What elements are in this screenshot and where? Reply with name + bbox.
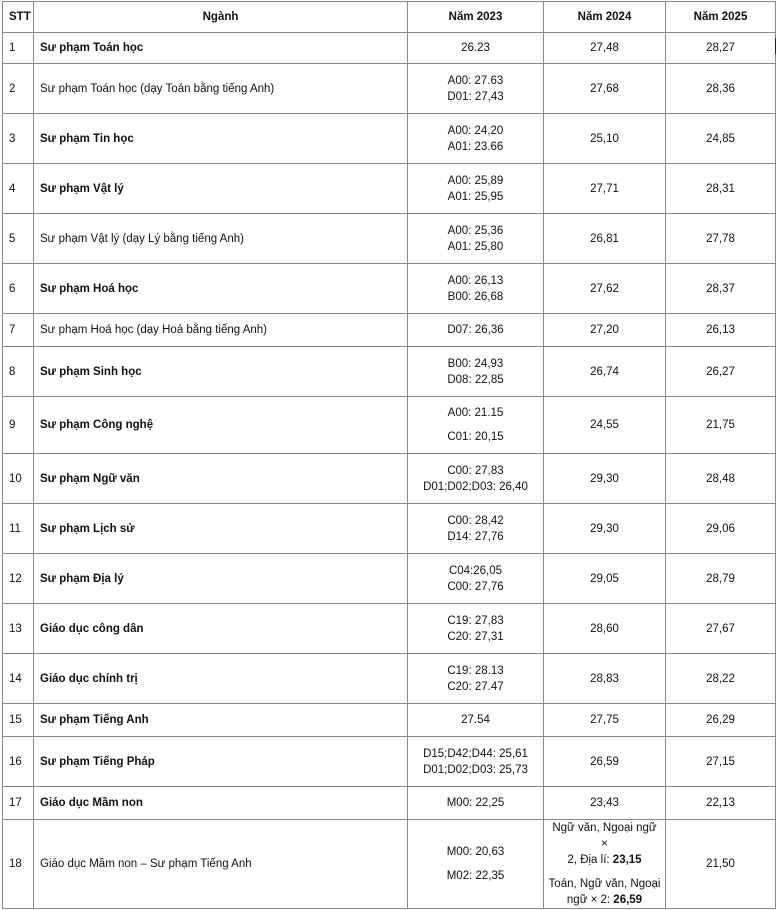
- row-2025: 28,27: [666, 33, 776, 64]
- row-stt: 6: [3, 264, 34, 314]
- note-line: [544, 892, 665, 908]
- note-line: [544, 852, 665, 868]
- score-2023-line: A00: 27.63: [447, 74, 504, 87]
- score-2023-line: C01: 20,15: [447, 431, 504, 443]
- score-2023-line: A00: 25,89: [447, 174, 504, 187]
- row-2025: 27,15: [666, 737, 776, 787]
- row-2024: 27,20: [544, 314, 666, 347]
- row-2024: 27,68: [544, 64, 666, 114]
- table-row: [3, 64, 776, 114]
- note-label: ngữ × 2:: [566, 894, 614, 906]
- header-2023: Năm 2023: [408, 2, 544, 33]
- row-2023: [408, 314, 544, 347]
- row-2025: 24,85: [666, 114, 776, 164]
- row-2023: [408, 114, 544, 164]
- row-2023: [408, 33, 544, 64]
- row-2023: [408, 454, 544, 504]
- header-stt: STT: [3, 2, 34, 33]
- row-stt: 1: [3, 33, 34, 64]
- row-major: Sư phạm Toán học (dạy Toán bằng tiếng Anh): [34, 64, 408, 114]
- row-2023: [408, 347, 544, 397]
- row-major: Sư phạm Lịch sử: [34, 504, 408, 554]
- row-stt: 7: [3, 314, 34, 347]
- row-stt: 3: [3, 114, 34, 164]
- score-2023-line: C19: 28.13: [447, 664, 504, 677]
- score-2023-line: M00: 22,25: [446, 797, 505, 809]
- row-2023: [408, 787, 544, 820]
- row-major: Sư phạm Tiếng Pháp: [34, 737, 408, 787]
- score-2023-line: D01;D02;D03: 25,73: [423, 763, 528, 776]
- row-major: Sư phạm Toán học: [34, 33, 408, 64]
- row-major: Sư phạm Tin học: [34, 114, 408, 164]
- row-stt: 18: [3, 820, 34, 909]
- score-2023-line: D14: 27,76: [447, 530, 504, 543]
- note-value: 23,15: [612, 854, 642, 866]
- row-major: Sư phạm Tiếng Anh: [34, 704, 408, 737]
- row-major: Sư phạm Vật lý (dạy Lý bằng tiếng Anh): [34, 214, 408, 264]
- row-major: Sư phạm Địa lý: [34, 554, 408, 604]
- row-2025: 27,78: [666, 214, 776, 264]
- score-2023-line: C20: 27,31: [447, 630, 504, 643]
- row-major: Giáo dục công dân: [34, 604, 408, 654]
- score-2023-line: A00: 26,13: [447, 274, 504, 287]
- row-major: Giáo dục Mầm non – Sư phạm Tiếng Anh: [34, 820, 408, 909]
- table-row: [3, 114, 776, 164]
- row-2025: 29,06: [666, 504, 776, 554]
- row-2025: 21,50: [666, 820, 776, 909]
- admission-scores-table: [2, 1, 776, 909]
- score-2023-line: 27.54: [461, 714, 490, 726]
- header-major: Ngành: [34, 2, 408, 33]
- score-2023-line: 26.23: [461, 42, 490, 54]
- row-2024: 28,83: [544, 654, 666, 704]
- table-row: [3, 504, 776, 554]
- score-2023-line: D15;D42;D44: 25,61: [423, 747, 528, 760]
- row-stt: 10: [3, 454, 34, 504]
- row-2025: 26,29: [666, 704, 776, 737]
- row-stt: 12: [3, 554, 34, 604]
- row-2023: [408, 737, 544, 787]
- row-2024: 28,60: [544, 604, 666, 654]
- row-2024: 29,05: [544, 554, 666, 604]
- row-stt: 9: [3, 397, 34, 454]
- note-label: 2, Địa lí:: [567, 854, 613, 866]
- row-2024: [544, 820, 666, 909]
- header-2025: Năm 2025: [666, 2, 776, 33]
- table-row: [3, 787, 776, 820]
- row-stt: 5: [3, 214, 34, 264]
- row-major: Giáo dục chính trị: [34, 654, 408, 704]
- row-stt: 13: [3, 604, 34, 654]
- table-row: [3, 214, 776, 264]
- edge-marker: [775, 38, 776, 54]
- header-row: [3, 2, 776, 33]
- table-row: [3, 264, 776, 314]
- row-2024: 23,43: [544, 787, 666, 820]
- score-2023-line: A00: 25,36: [447, 224, 504, 237]
- table-row: [3, 704, 776, 737]
- table-row: [3, 604, 776, 654]
- score-2023-line: M00: 20,63: [446, 846, 505, 858]
- row-stt: 2: [3, 64, 34, 114]
- score-2023-line: D08: 22,85: [447, 373, 504, 386]
- score-2023-line: B00: 24,93: [447, 357, 504, 370]
- row-2023: [408, 654, 544, 704]
- row-2025: 22,13: [666, 787, 776, 820]
- row-major: Sư phạm Hoá học (dạy Hoá bằng tiếng Anh): [34, 314, 408, 347]
- row-2025: 21,75: [666, 397, 776, 454]
- note-value: 26,59: [613, 894, 643, 906]
- row-2023: [408, 820, 544, 909]
- row-2024: 26,74: [544, 347, 666, 397]
- row-stt: 8: [3, 347, 34, 397]
- score-2023-line: C20: 27.47: [447, 680, 504, 693]
- row-2023: [408, 554, 544, 604]
- row-2024: 24,55: [544, 397, 666, 454]
- row-2023: [408, 504, 544, 554]
- score-2023-line: C00: 28,42: [447, 514, 504, 527]
- row-2023: [408, 214, 544, 264]
- row-2023: [408, 397, 544, 454]
- score-2023-line: C04:26,05: [448, 564, 503, 577]
- row-2025: 28,37: [666, 264, 776, 314]
- row-2025: 28,36: [666, 64, 776, 114]
- table-row: [3, 654, 776, 704]
- score-2023-line: M02: 22,35: [446, 870, 505, 882]
- table-row: [3, 314, 776, 347]
- row-2023: [408, 704, 544, 737]
- score-2023-line: C00: 27,83: [447, 464, 504, 477]
- row-2024: 27,48: [544, 33, 666, 64]
- row-2024: 27,71: [544, 164, 666, 214]
- score-2023-line: A00: 24,20: [447, 124, 504, 137]
- row-2024: 26,59: [544, 737, 666, 787]
- table-row: [3, 454, 776, 504]
- row-2024: 29,30: [544, 454, 666, 504]
- row-2023: [408, 264, 544, 314]
- score-2023-line: B00: 26,68: [447, 290, 504, 303]
- score-2023-line: A01: 25,95: [447, 190, 504, 203]
- row-2025: 28,79: [666, 554, 776, 604]
- note-line: Ngữ văn, Ngoại ngữ ×: [552, 822, 657, 850]
- score-2023-line: D01;D02;D03: 26,40: [423, 480, 528, 493]
- row-2024: 25,10: [544, 114, 666, 164]
- row-2025: 27,67: [666, 604, 776, 654]
- row-major: Sư phạm Hoá học: [34, 264, 408, 314]
- row-2023: [408, 164, 544, 214]
- row-2025: 28,22: [666, 654, 776, 704]
- row-stt: 4: [3, 164, 34, 214]
- row-2024: 27,75: [544, 704, 666, 737]
- row-2024: 29,30: [544, 504, 666, 554]
- table-row: [3, 397, 776, 454]
- row-major: Sư phạm Sinh học: [34, 347, 408, 397]
- row-2023: [408, 604, 544, 654]
- row-major: Sư phạm Ngữ văn: [34, 454, 408, 504]
- row-2025: 28,48: [666, 454, 776, 504]
- row-major: Sư phạm Công nghệ: [34, 397, 408, 454]
- score-2023-line: C19: 27,83: [447, 614, 504, 627]
- row-2024: 26,81: [544, 214, 666, 264]
- row-2025: 28,31: [666, 164, 776, 214]
- note-line: Toán, Ngữ văn, Ngoại: [548, 878, 661, 890]
- row-stt: 14: [3, 654, 34, 704]
- score-2023-line: A00: 21.15: [447, 407, 504, 419]
- row-major: Sư phạm Vật lý: [34, 164, 408, 214]
- score-2023-line: C00: 27,76: [447, 580, 504, 593]
- score-2023-line: A01: 23.66: [447, 140, 504, 153]
- row-stt: 16: [3, 737, 34, 787]
- score-2023-line: D01: 27,43: [447, 90, 504, 103]
- row-2023: [408, 64, 544, 114]
- table-row: [3, 164, 776, 214]
- score-2023-line: A01: 25,80: [447, 240, 504, 253]
- row-stt: 17: [3, 787, 34, 820]
- row-stt: 11: [3, 504, 34, 554]
- table-row: [3, 554, 776, 604]
- score-2023-line: D07: 26,36: [447, 324, 504, 336]
- table-row: [3, 347, 776, 397]
- table-row: [3, 33, 776, 64]
- table-row: [3, 737, 776, 787]
- table-row: [3, 820, 776, 909]
- row-2024: 27,62: [544, 264, 666, 314]
- row-2025: 26,13: [666, 314, 776, 347]
- row-2025: 26,27: [666, 347, 776, 397]
- header-2024: Năm 2024: [544, 2, 666, 33]
- row-major: Giáo dục Mầm non: [34, 787, 408, 820]
- row-stt: 15: [3, 704, 34, 737]
- table-body: [3, 33, 776, 909]
